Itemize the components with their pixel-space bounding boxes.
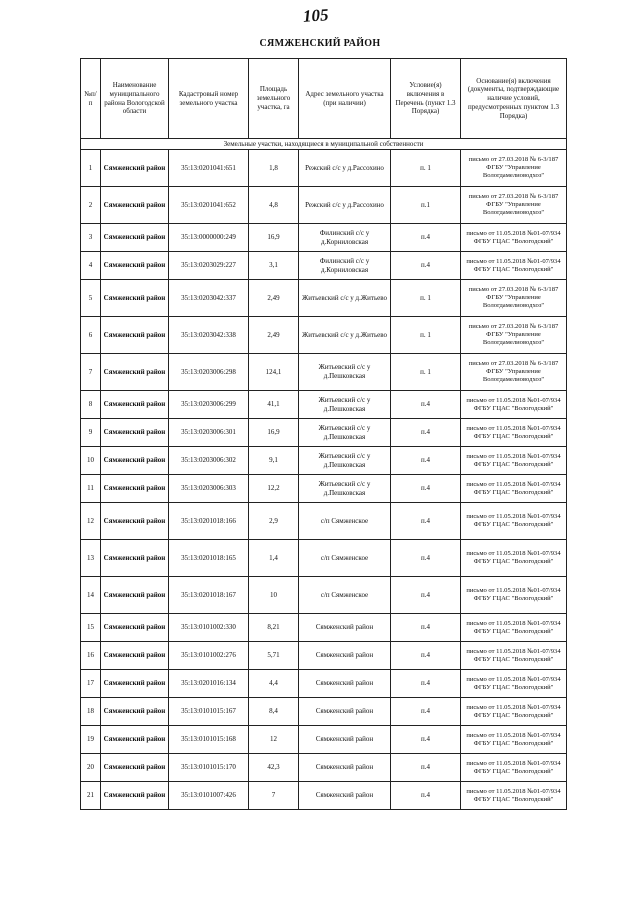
table-row <box>81 698 567 726</box>
row-area: 3,1 <box>249 252 299 280</box>
row-district: Сямженский район <box>101 475 169 503</box>
row-condition: п.4 <box>391 754 461 782</box>
table-row <box>81 577 567 614</box>
row-condition: п.4 <box>391 224 461 252</box>
row-basis: письмо от 11.05.2018 №01-07/934 ФГБУ ГЦАС "Вологодский" <box>461 726 567 754</box>
header-number: №п/п <box>81 59 101 139</box>
table-row <box>81 252 567 280</box>
table-row <box>81 354 567 391</box>
row-area: 8,21 <box>249 614 299 642</box>
row-cadastral-number: 35:13:0101007:426 <box>169 782 249 810</box>
section-row <box>81 139 567 150</box>
row-cadastral-number: 35:13:0101002:330 <box>169 614 249 642</box>
row-cadastral-number: 35:13:0201041:652 <box>169 187 249 224</box>
row-area: 16,9 <box>249 419 299 447</box>
row-area: 16,9 <box>249 224 299 252</box>
row-number: 15 <box>81 614 101 642</box>
row-address: Сямженский район <box>299 698 391 726</box>
row-cadastral-number: 35:13:0203006:301 <box>169 419 249 447</box>
section-title: Земельные участки, находящиеся в муниципальной собственности <box>81 139 567 150</box>
row-number: 18 <box>81 698 101 726</box>
row-address: Житьевский с/с у д.Пешковская <box>299 354 391 391</box>
table-row <box>81 754 567 782</box>
row-area: 7 <box>249 782 299 810</box>
table-row <box>81 150 567 187</box>
row-number: 19 <box>81 726 101 754</box>
row-area: 4,8 <box>249 187 299 224</box>
table-row <box>81 419 567 447</box>
row-district: Сямженский район <box>101 317 169 354</box>
row-cadastral-number: 35:13:0203006:298 <box>169 354 249 391</box>
row-basis: письмо от 11.05.2018 №01-07/934 ФГБУ ГЦАС "Вологодский" <box>461 782 567 810</box>
row-area: 4,4 <box>249 670 299 698</box>
row-cadastral-number: 35:13:0203006:299 <box>169 391 249 419</box>
row-address: с/п Сямженское <box>299 577 391 614</box>
row-area: 124,1 <box>249 354 299 391</box>
row-district: Сямженский район <box>101 150 169 187</box>
row-condition: п. 1 <box>391 150 461 187</box>
row-district: Сямженский район <box>101 252 169 280</box>
row-number: 4 <box>81 252 101 280</box>
row-condition: п.4 <box>391 782 461 810</box>
row-area: 10 <box>249 577 299 614</box>
row-number: 5 <box>81 280 101 317</box>
row-cadastral-number: 35:13:0203042:337 <box>169 280 249 317</box>
row-address: Житьевский с/с у д.Пешковская <box>299 475 391 503</box>
row-address: Сямженский район <box>299 642 391 670</box>
row-address: Сямженский район <box>299 726 391 754</box>
row-condition: п.4 <box>391 419 461 447</box>
row-condition: п.4 <box>391 252 461 280</box>
row-district: Сямженский район <box>101 577 169 614</box>
table-row <box>81 726 567 754</box>
row-area: 12,2 <box>249 475 299 503</box>
row-address: Житьевский с/с у д.Пешковская <box>299 447 391 475</box>
header-address: Адрес земельного участка (при наличии) <box>299 59 391 139</box>
row-address: Житьевский с/с у д.Житьево <box>299 317 391 354</box>
row-condition: п. 1 <box>391 280 461 317</box>
header-area: Площадь земельного участка, га <box>249 59 299 139</box>
row-condition: п.4 <box>391 614 461 642</box>
row-condition: п.1 <box>391 187 461 224</box>
row-cadastral-number: 35:13:0101002:276 <box>169 642 249 670</box>
header-condition: Условие(я) включения в Перечень (пункт 1.3 Порядка) <box>391 59 461 139</box>
row-basis: письмо от 27.03.2018 № 6-3/187 ФГБУ "Управление Вологдамелиоводхоз" <box>461 317 567 354</box>
table-row <box>81 503 567 540</box>
row-address: Филинский с/с у д.Корниловская <box>299 252 391 280</box>
table-header-row <box>81 59 567 139</box>
row-district: Сямженский район <box>101 614 169 642</box>
row-number: 16 <box>81 642 101 670</box>
row-cadastral-number: 35:13:0000000:249 <box>169 224 249 252</box>
row-number: 2 <box>81 187 101 224</box>
row-address: Житьевский с/с у д.Пешковская <box>299 391 391 419</box>
row-condition: п. 1 <box>391 317 461 354</box>
row-area: 9,1 <box>249 447 299 475</box>
row-area: 1,4 <box>249 540 299 577</box>
row-condition: п. 1 <box>391 354 461 391</box>
row-number: 11 <box>81 475 101 503</box>
row-area: 42,3 <box>249 754 299 782</box>
row-number: 7 <box>81 354 101 391</box>
row-district: Сямженский район <box>101 354 169 391</box>
row-district: Сямженский район <box>101 698 169 726</box>
row-address: Режский с/с у д.Рассохино <box>299 187 391 224</box>
table-row <box>81 540 567 577</box>
row-condition: п.4 <box>391 540 461 577</box>
row-district: Сямженский район <box>101 391 169 419</box>
row-address: Филинский с/с у д.Корниловская <box>299 224 391 252</box>
row-number: 21 <box>81 782 101 810</box>
row-condition: п.4 <box>391 642 461 670</box>
table-row <box>81 224 567 252</box>
row-area: 2,49 <box>249 317 299 354</box>
table-row <box>81 447 567 475</box>
row-cadastral-number: 35:13:0203029:227 <box>169 252 249 280</box>
row-address: с/п Сямженское <box>299 540 391 577</box>
table-row <box>81 782 567 810</box>
land-plots-table <box>80 58 567 810</box>
row-basis: письмо от 27.03.2018 № 6-3/187 ФГБУ "Управление Вологдамелиоводхоз" <box>461 280 567 317</box>
row-area: 41,1 <box>249 391 299 419</box>
row-cadastral-number: 35:13:0203042:338 <box>169 317 249 354</box>
row-basis: письмо от 11.05.2018 №01-07/934 ФГБУ ГЦАС "Вологодский" <box>461 475 567 503</box>
row-district: Сямженский район <box>101 726 169 754</box>
row-address: с/п Сямженское <box>299 503 391 540</box>
row-district: Сямженский район <box>101 503 169 540</box>
row-cadastral-number: 35:13:0201018:166 <box>169 503 249 540</box>
row-basis: письмо от 27.03.2018 № 6-3/187 ФГБУ "Управление Вологдамелиоводхоз" <box>461 187 567 224</box>
row-basis: письмо от 11.05.2018 №01-07/934 ФГБУ ГЦАС "Вологодский" <box>461 540 567 577</box>
row-area: 1,8 <box>249 150 299 187</box>
row-basis: письмо от 27.03.2018 № 6-3/187 ФГБУ "Управление Вологдамелиоводхоз" <box>461 150 567 187</box>
table-row <box>81 391 567 419</box>
row-cadastral-number: 35:13:0201018:165 <box>169 540 249 577</box>
row-basis: письмо от 11.05.2018 №01-07/934 ФГБУ ГЦАС "Вологодский" <box>461 577 567 614</box>
row-number: 3 <box>81 224 101 252</box>
row-address: Сямженский район <box>299 754 391 782</box>
row-condition: п.4 <box>391 503 461 540</box>
row-district: Сямженский район <box>101 280 169 317</box>
row-condition: п.4 <box>391 670 461 698</box>
row-basis: письмо от 11.05.2018 №01-07/934 ФГБУ ГЦАС "Вологодский" <box>461 698 567 726</box>
row-district: Сямженский район <box>101 187 169 224</box>
row-cadastral-number: 35:13:0101015:170 <box>169 754 249 782</box>
row-area: 5,71 <box>249 642 299 670</box>
row-cadastral-number: 35:13:0201041:651 <box>169 150 249 187</box>
table-row <box>81 280 567 317</box>
row-address: Сямженский район <box>299 614 391 642</box>
row-number: 13 <box>81 540 101 577</box>
page-title: СЯМЖЕНСКИЙ РАЙОН <box>259 38 381 49</box>
row-cadastral-number: 35:13:0203006:302 <box>169 447 249 475</box>
row-basis: письмо от 11.05.2018 №01-07/934 ФГБУ ГЦАС "Вологодский" <box>461 224 567 252</box>
row-condition: п.4 <box>391 475 461 503</box>
table-row <box>81 670 567 698</box>
table-row <box>81 187 567 224</box>
row-address: Сямженский район <box>299 782 391 810</box>
row-basis: письмо от 11.05.2018 №01-07/934 ФГБУ ГЦАС "Вологодский" <box>461 419 567 447</box>
header-basis: Основание(я) включения (документы, подтверждающие наличие условий, предусмотренных пунктом 1.3 Порядка) <box>461 59 567 139</box>
row-number: 1 <box>81 150 101 187</box>
row-basis: письмо от 11.05.2018 №01-07/934 ФГБУ ГЦАС "Вологодский" <box>461 252 567 280</box>
row-basis: письмо от 11.05.2018 №01-07/934 ФГБУ ГЦАС "Вологодский" <box>461 670 567 698</box>
row-condition: п.4 <box>391 447 461 475</box>
row-basis: письмо от 11.05.2018 №01-07/934 ФГБУ ГЦАС "Вологодский" <box>461 614 567 642</box>
row-number: 17 <box>81 670 101 698</box>
row-number: 10 <box>81 447 101 475</box>
header-district: Наименование муниципального района Вологодской области <box>101 59 169 139</box>
row-basis: письмо от 27.03.2018 № 6-3/187 ФГБУ "Управление Вологдамелиоводхоз" <box>461 354 567 391</box>
row-number: 6 <box>81 317 101 354</box>
row-basis: письмо от 11.05.2018 №01-07/934 ФГБУ ГЦАС "Вологодский" <box>461 642 567 670</box>
row-district: Сямженский район <box>101 419 169 447</box>
row-basis: письмо от 11.05.2018 №01-07/934 ФГБУ ГЦАС "Вологодский" <box>461 391 567 419</box>
row-area: 8,4 <box>249 698 299 726</box>
row-condition: п.4 <box>391 698 461 726</box>
row-district: Сямженский район <box>101 224 169 252</box>
row-district: Сямженский район <box>101 642 169 670</box>
row-cadastral-number: 35:13:0201018:167 <box>169 577 249 614</box>
row-number: 9 <box>81 419 101 447</box>
row-number: 8 <box>81 391 101 419</box>
row-cadastral-number: 35:13:0101015:167 <box>169 698 249 726</box>
row-number: 20 <box>81 754 101 782</box>
row-address: Сямженский район <box>299 670 391 698</box>
table-row <box>81 642 567 670</box>
row-number: 12 <box>81 503 101 540</box>
row-district: Сямженский район <box>101 670 169 698</box>
row-basis: письмо от 11.05.2018 №01-07/934 ФГБУ ГЦАС "Вологодский" <box>461 447 567 475</box>
row-area: 2,49 <box>249 280 299 317</box>
row-condition: п.4 <box>391 726 461 754</box>
row-district: Сямженский район <box>101 540 169 577</box>
row-address: Режский с/с у д.Рассохино <box>299 150 391 187</box>
page-number: 105 <box>302 5 330 26</box>
row-district: Сямженский район <box>101 754 169 782</box>
row-cadastral-number: 35:13:0101015:168 <box>169 726 249 754</box>
row-area: 12 <box>249 726 299 754</box>
table-row <box>81 614 567 642</box>
table-row <box>81 475 567 503</box>
row-basis: письмо от 11.05.2018 №01-07/934 ФГБУ ГЦАС "Вологодский" <box>461 503 567 540</box>
row-cadastral-number: 35:13:0201016:134 <box>169 670 249 698</box>
table-row <box>81 317 567 354</box>
row-basis: письмо от 11.05.2018 №01-07/934 ФГБУ ГЦАС "Вологодский" <box>461 754 567 782</box>
header-cadastral: Кадастровый номер земельного участка <box>169 59 249 139</box>
row-condition: п.4 <box>391 577 461 614</box>
row-condition: п.4 <box>391 391 461 419</box>
row-number: 14 <box>81 577 101 614</box>
row-area: 2,9 <box>249 503 299 540</box>
row-district: Сямженский район <box>101 782 169 810</box>
row-address: Житьевский с/с у д.Пешковская <box>299 419 391 447</box>
row-cadastral-number: 35:13:0203006:303 <box>169 475 249 503</box>
row-address: Житьевский с/с у д.Житьево <box>299 280 391 317</box>
row-district: Сямженский район <box>101 447 169 475</box>
